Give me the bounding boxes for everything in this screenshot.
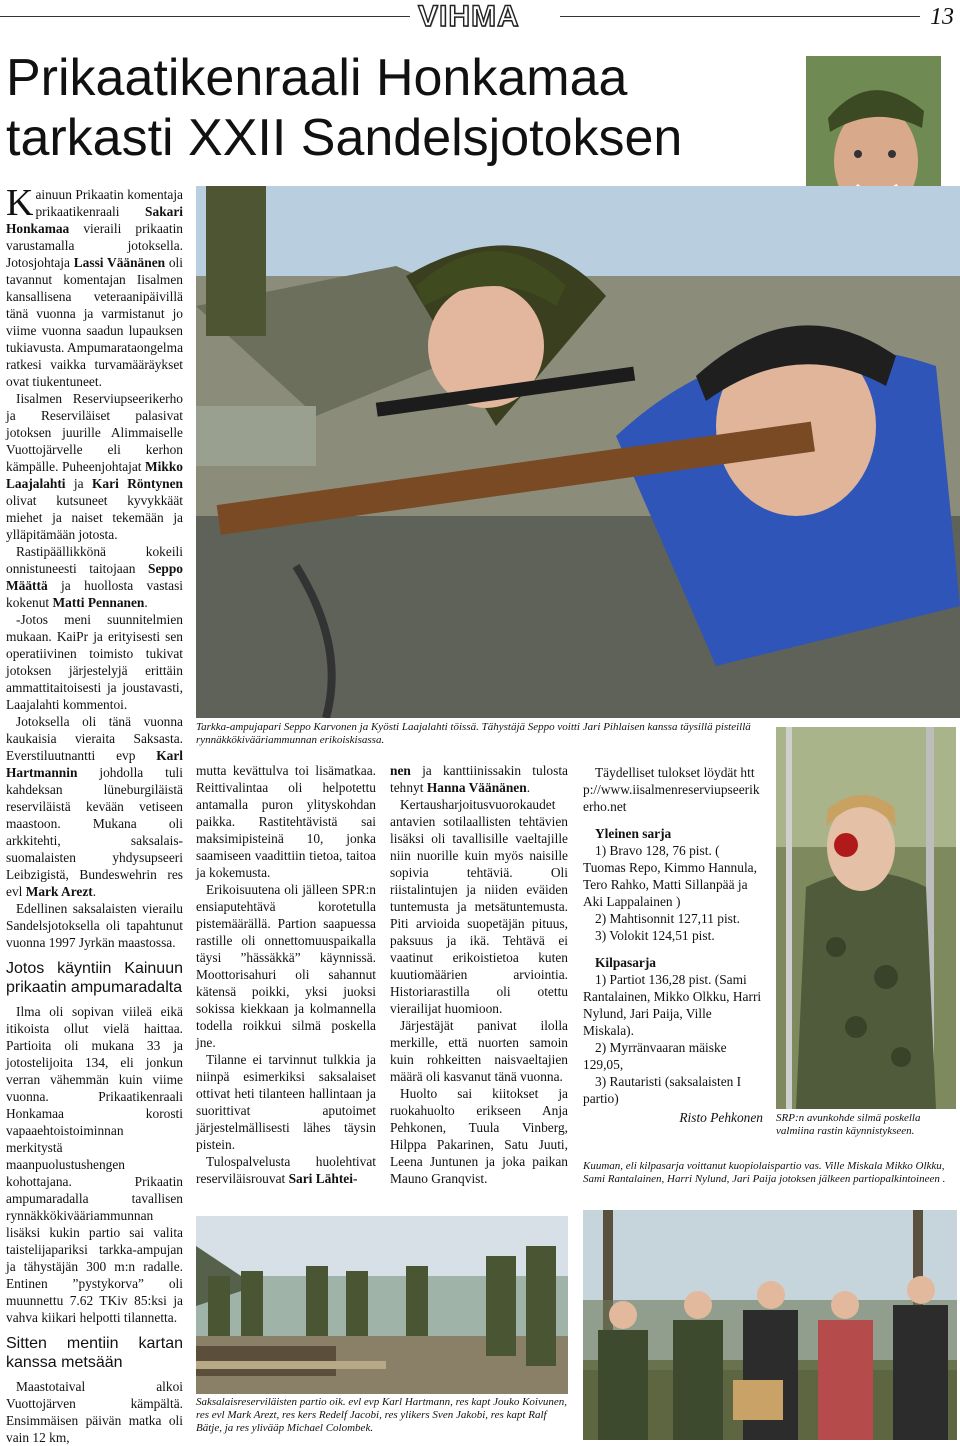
col3-paragraph-3: Järjestäjät panivat ilolla merkille, että nuorten samoin kuin rohkeitten naisvaeltajien määrä oli kasvanut tänä vuonna.: [390, 1018, 568, 1084]
text-span: Rastipäällikkönä kokeili onnistuneesti taitojaan: [6, 544, 183, 576]
article-column-2: [196, 762, 376, 1187]
competition-result-1: 1) Partiot 136,28 pist. (Sami Rantalainen, Mikko Olkku, Harri Nylund, Jari Paija, Ville Miskala).: [583, 972, 762, 1038]
col1-paragraph-3: [6, 543, 183, 611]
competition-series-title: Kilpasarja: [595, 955, 657, 970]
person-name: Kari Röntynen: [92, 476, 184, 491]
drop-cap: K: [6, 182, 34, 224]
germans-photo: [196, 1216, 568, 1394]
group-photo-illustration: [583, 1210, 957, 1440]
general-result-1: 1) Bravo 128, 76 pist. ( Tuomas Repo, Kimmo Hannula, Tero Rahko, Matti Sillanpää ja Aki Lappalainen ): [583, 843, 757, 909]
main-photo-snipers: [196, 186, 960, 718]
person-name: Hanna Väänänen: [426, 780, 527, 795]
col1-paragraph-5: [6, 713, 183, 900]
col2-paragraph-2: Erikoisuutena oli jälleen SPR:n ensiaputehtävä korotetulla pistemäärällä. Partion saapuessa rastille oli onnettomuuspaikalla täysi ”hässäkkä” käynnissä. Moottorisahuri oli sahannut kätensä poikki, yksi juoksi sokissa kiekkaan ja kolmannella todella roikkui silmä poskella jne.: [196, 882, 376, 1050]
col1-paragraph-7: Ilma oli sopivan viileä eikä itikoista ollut vielä haittaa. Partioita oli mukana 33 ja jotostelijoita 134, eli jonkun verran vähemmän kuin viime vuonna. Prikaatikenraali Honkamaa korosti vapaaehtoistoiminnan merkitystä maanpuolustushengen kohottajana. Prikaatin ampumaradalla tavallisen rynnäkkökivääriammunnan lisäksi kukin partio sai valita taistelijapariksi tarkka-ampujan ja tähystäjän 300 m:n radalle. Entinen ”pystykorva” oli muunnettu 7.62 TKiv 85:ksi ja vahva kiikari helpotti tilannetta.: [6, 1004, 183, 1325]
subheading-2: Sitten mentiin kartan kanssa metsään: [6, 1335, 183, 1371]
germans-photo-illustration: [196, 1216, 568, 1394]
group-photo-caption: Kuuman, eli kilpasarja voittanut kuopiolaispartio vas. Ville Miskala Mikko Olkku, Sami Rantalainen, Harri Nylund, Jari Paija jotoksen jälkeen partiopalkintoineen .: [583, 1160, 946, 1185]
title-line-1: Prikaatikenraali Honkamaa: [6, 49, 628, 107]
person-name: Sakari Honkamaa: [6, 204, 183, 236]
text-span: ainuun Prikaatin komentaja prikaatikenraali: [35, 187, 183, 219]
col1-paragraph-8: Maastotaival alkoi Vuottojärven kämpältä. Ensimmäisen päivän matka oli vain 12 km,: [6, 1379, 183, 1445]
text-span: vieraili prikaatin varustamalla jotoksella. Jotosjohtaja: [6, 221, 183, 270]
article-column-1: [6, 182, 184, 1446]
header-rule-right: [560, 16, 920, 17]
header-rule-left: [0, 16, 410, 17]
masthead-logo: VIHMA: [418, 0, 520, 33]
col3-paragraph-4: Huolto sai kiitokset ja ruokahuolto erikseen Anja Pehkonen, Tuula Vinberg, Hilppa Pakarinen, Satu Juuti, Leena Juntunen ja joka paikan Mauno Granqvist.: [390, 1086, 568, 1186]
general-series-title: Yleinen sarja: [595, 826, 672, 841]
text-span: ja huollosta vastasi kokenut: [6, 578, 183, 610]
author-byline: Risto Pehkonen: [679, 1110, 763, 1125]
page-number: 13: [930, 4, 954, 30]
col3-paragraph-2: Kertausharjoitusvuorokaudet antavien sotilaallisten tehtävien lisäksi oli tavallisille vaeltajille niin nuorille kuin myös naisille sopivia tehtäviä. Oli riistalintujen ja niiden eväiden tuntemusta ja metsätuntemusta. Piti arvioida suopetäjän pituus, paksuus ja ikä. Tehtävä ei vaatinut erikoistietoa kuten kuutiomäärien arviointia. Historiarastilla oli otettu vierailijat huomioon.: [390, 797, 568, 1016]
text-span: .: [526, 780, 531, 795]
title-line-2: tarkasti XXII Sandelsjotoksen: [6, 109, 683, 167]
person-name: Sari Lähtei-: [288, 1171, 358, 1186]
person-name: Lassi Väänänen: [73, 255, 166, 270]
competition-result-2: 2) Myrränvaaran mäiske 129,05,: [583, 1040, 727, 1072]
person-name: Mark Arezt: [25, 884, 93, 899]
text-span: .: [144, 595, 148, 610]
article-column-3: [390, 762, 568, 1187]
person-name: Karl Hartmannin: [6, 748, 183, 780]
person-name: Mikko Laajalahti: [6, 459, 183, 491]
col1-paragraph-2: [6, 390, 183, 543]
competition-result-3: 3) Rautaristi (saksalaisten I partio): [583, 1074, 742, 1106]
text-span: .: [92, 884, 97, 899]
text-span: oli tavannut komentajan Iisalmen kansallisena veteraanipäivillä tänä vuonna ja varmistanut jo viime vuonna saadun lupauksen tukiavusta. Ampumarataongelma ratkesi vaikka turvamääräykset ovat tiukentuneet.: [6, 255, 184, 389]
person-name: Seppo Määttä: [6, 561, 183, 593]
main-photo-illustration: [196, 186, 960, 718]
col2-paragraph-4: [196, 1153, 376, 1187]
text-span: Tulospalvelusta huolehtivat reserviläisrouvat: [196, 1154, 376, 1186]
person-name: Matti Pennanen: [52, 595, 145, 610]
col1-paragraph-4: -Jotos meni suunnitelmien mukaan. KaiPr ja erityisesti sen operatiivinen toimisto tukivat jotoksen järjestelyjä erittäin ammattitaitoisesti ja joustavasti, Laajalahti kommentoi.: [6, 612, 183, 712]
col1-paragraph-6: Edellinen saksalaisten vierailu Sandelsjotoksella oli tapahtunut vuonna 1997 Jyrkän maastossa.: [6, 901, 183, 950]
main-photo-caption: Tarkka-ampujapari Seppo Karvonen ja Kyösti Laajalahti töissä. Tähystäjä Seppo voitti Jari Pihlaisen kanssa täysillä pisteillä rynnäkkökivääriammunnan erikoiskisassa.: [196, 721, 751, 746]
injury-photo: [776, 727, 956, 1109]
text-span: Jotoksella oli tänä vuonna kaukaisia vieraita Saksasta. Everstiluutnantti evp: [6, 714, 183, 763]
person-name: nen: [390, 763, 411, 778]
article-title: [6, 48, 796, 168]
injury-photo-caption: SRP:n avunkohde silmä poskella valmiina rastin käynnistykseen.: [776, 1112, 921, 1137]
results-box: [583, 764, 763, 1126]
general-result-2: 2) Mahtisonnit 127,11 pist.: [595, 911, 740, 926]
col2-paragraph-3: Tilanne ei tarvinnut tulkkia ja niinpä esimerkiksi saksalaiset ottivat heti tilanteen hallintaan ja suorittivat aputoimet järjestelmällisesti lähes täysin pistein.: [196, 1052, 376, 1152]
col1-paragraph-1: [6, 182, 184, 390]
results-intro: Täydelliset tulokset löydät http://www.iisalmenreserviupseerikerho.net: [583, 765, 760, 814]
group-photo: [583, 1210, 957, 1440]
col3-paragraph-1: [390, 762, 568, 796]
text-span: ja: [65, 476, 93, 491]
injury-photo-illustration: [776, 727, 956, 1109]
subheading-1: Jotos käyntiin Kainuun prikaatin ampumaradalta: [6, 960, 183, 996]
germans-photo-caption: Saksalaisreserviläisten partio oik. evl evp Karl Hartmann, res kapt Jouko Koivunen, res evl Mark Arezt, res kers Redelf Jacobi, res ylikers Sven Jakobi, res kapt Ralf Bätje, ja res ylivääp Michael Colombek.: [196, 1396, 567, 1434]
general-result-3: 3) Volokit 124,51 pist.: [595, 928, 715, 943]
text-span: Iisalmen Reserviupseerikerho ja Reserviläiset palasivat jotoksen juurille Alimmaiselle Vuottojärvelle eli kerhon kämpälle. Puheenjohtajat: [6, 391, 183, 474]
text-span: olivat kutsuneet kyvykkäät miehet ja naiset tekemään ja ylläpitämään jotosta.: [6, 493, 183, 542]
col2-paragraph-1: mutta kevättulva toi lisämatkaa. Reittivalintaa oli helpotettu antamalla puron ylityskohdan paikka. Rastitehtävistä sai maksimipisteinä 10, jonka saamiseen vaadittiin tietoa, taitoa ja kokemusta.: [196, 763, 376, 880]
text-span: johdolla tuli kahdeksan lüneburgiläistä reserviläistä kevään vetiseen maastoon. Mukana oli arkkitehti, saksalais-suomalaisten yhdysupseeri Leibzigistä, Bundeswehrin res evl: [6, 765, 183, 899]
page-header: [0, 0, 960, 34]
text-span: ja kanttiinissakin tulosta tehnyt: [390, 763, 568, 795]
